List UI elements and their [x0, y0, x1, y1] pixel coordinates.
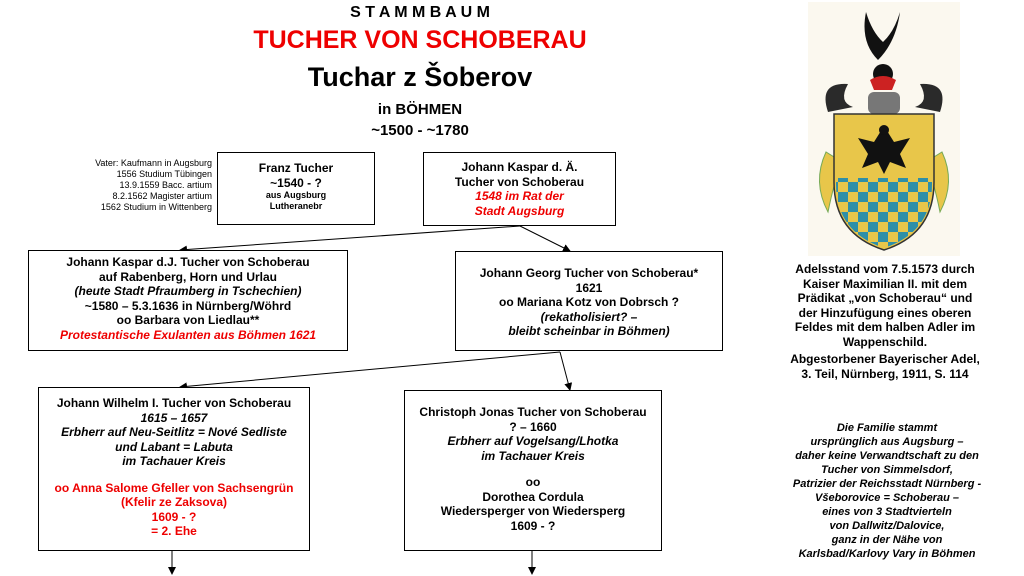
cj-name: Christoph Jonas Tucher von Schoberau — [419, 405, 647, 419]
arrow-to-jw — [180, 352, 560, 387]
cj-spouse-dates: 1609 - ? — [510, 518, 556, 533]
header-family-name: TUCHER VON SCHOBERAU — [253, 26, 587, 54]
jk-jung-estates: auf Rabenberg, Horn und Urlau — [98, 269, 277, 284]
jg-year: 1621 — [575, 280, 603, 295]
cj-district: im Tachauer Kreis — [481, 448, 585, 463]
jg-name: Johann Georg Tucher von Schoberau* — [479, 266, 699, 280]
source-line: 3. Teil, Nürnberg, 1911, S. 114 — [801, 366, 969, 381]
jk-jung-name: Johann Kaspar d.J. Tucher von Schoberau — [66, 255, 310, 269]
jk-jung-marriage: oo Barbara von Liedlau** — [116, 313, 260, 327]
franz-origin: aus Augsburg — [265, 190, 327, 200]
cj-estate: Erbherr auf Vogelsang/Lhotka — [447, 434, 619, 448]
jg-note-1: (rekatholisiert? – — [540, 309, 638, 324]
jk-jung-today: (heute Stadt Pfraumberg in Tschechien) — [74, 284, 302, 298]
jk-alt-surname: Tucher von Schoberau — [454, 174, 585, 189]
box-johann-kaspar-alt — [423, 152, 616, 226]
jg-note-2: bleibt scheinbar in Böhmen) — [508, 324, 670, 338]
jw-spouse-czech: (Kfelir ze Zaksova) — [120, 495, 228, 509]
header-region: in BÖHMEN — [377, 101, 463, 118]
family-note-line: eines von 3 Stadtvierteln — [822, 506, 952, 518]
arrow-to-jk-jung — [180, 226, 520, 250]
jw-dates: 1615 – 1657 — [140, 410, 208, 425]
franz-name: Franz Tucher — [258, 161, 334, 175]
franz-dates: ~1540 - ? — [270, 175, 322, 190]
box-johann-wilhelm — [38, 387, 310, 551]
family-note-line: Patrizier der Reichsstadt Nürnberg - — [792, 478, 982, 490]
family-origin-note — [770, 421, 1004, 561]
cj-marriage-symbol: oo — [525, 475, 541, 489]
jk-alt-council: 1548 im Rat der — [475, 189, 564, 203]
cj-spouse-name: Dorothea Cordula — [482, 489, 584, 504]
family-note-line: ganz in der Nähe von — [831, 534, 943, 546]
jk-jung-exulants: Protestantische Exulanten aus Böhmen 1621 — [59, 327, 317, 342]
jw-name: Johann Wilhelm I. Tucher von Schoberau — [56, 396, 292, 410]
father-note-line: 1556 Studium Tübingen — [116, 169, 212, 179]
jw-estate-1: Erbherr auf Neu-Seitlitz = Nové Sedliste — [61, 425, 287, 439]
family-note-line: Všeborovice = Schoberau – — [815, 492, 959, 504]
box-johann-georg — [455, 251, 723, 351]
nobility-line: Prädikat „von Schoberau“ und — [797, 291, 973, 305]
cj-spouse-family: Wiedersperger von Wiedersperg — [440, 504, 626, 518]
jk-alt-name: Johann Kaspar d. Ä. — [461, 160, 578, 174]
arrow-to-cj — [560, 352, 570, 390]
header-stammbaum: S T A M M B A U M — [350, 4, 490, 21]
jw-spouse-note: = 2. Ehe — [151, 524, 197, 538]
coat-of-arms-icon — [808, 2, 960, 256]
jk-alt-city: Stadt Augsburg — [474, 203, 565, 218]
jg-marriage: oo Mariana Kotz von Dobrsch ? — [498, 295, 679, 309]
nobility-line: Feldes mit dem halben Adler im — [794, 320, 976, 334]
header-czech-name: Tuchar z Šoberov — [307, 62, 533, 92]
nobility-line: Wappenschild. — [842, 334, 928, 349]
box-johann-kaspar-jung — [28, 250, 348, 351]
jw-estate-2: und Labant = Labuta — [115, 439, 233, 454]
source-line: Abgestorbener Bayerischer Adel, — [790, 352, 980, 366]
franz-confession: Lutheranebr — [269, 201, 323, 211]
jw-marriage: oo Anna Salome Gfeller von Sachsengrün — [54, 480, 294, 495]
jw-spouse-dates: 1609 - ? — [151, 509, 197, 524]
nobility-note — [776, 262, 994, 381]
cj-dates: ? – 1660 — [509, 419, 557, 434]
jw-district: im Tachauer Kreis — [122, 454, 226, 468]
box-christoph-jonas — [404, 390, 662, 551]
family-note-line: Karlsbad/Karlovy Vary in Böhmen — [798, 548, 976, 560]
family-note-line: von Dallwitz/Dalovice, — [829, 520, 945, 532]
family-note-line: Tucher von Simmelsdorf, — [821, 464, 953, 476]
jk-jung-dates: ~1580 – 5.3.1636 in Nürnberg/Wöhrd — [84, 298, 292, 313]
father-note-line: 8.2.1562 Magister artium — [112, 191, 212, 201]
father-note-line: Vater: Kaufmann in Augsburg — [95, 158, 212, 168]
box-franz-tucher — [217, 152, 375, 225]
family-note-line: daher keine Verwandtschaft zu den — [795, 450, 979, 462]
nobility-line: Kaiser Maximilian II. mit dem — [802, 276, 968, 291]
nobility-line: der Hinzufügung eines oberen — [798, 305, 972, 320]
family-note-line: Die Familie stammt — [836, 422, 938, 434]
nobility-line: Adelsstand vom 7.5.1573 durch — [795, 262, 975, 276]
arrow-to-jg — [520, 226, 570, 251]
father-note-line: 1562 Studium in Wittenberg — [100, 202, 212, 212]
coat-of-arms-image — [808, 2, 960, 256]
father-note-line: 13.9.1559 Bacc. artium — [119, 180, 212, 190]
header-period: ~1500 - ~1780 — [371, 122, 469, 139]
family-note-line: ursprünglich aus Augsburg – — [810, 436, 964, 448]
